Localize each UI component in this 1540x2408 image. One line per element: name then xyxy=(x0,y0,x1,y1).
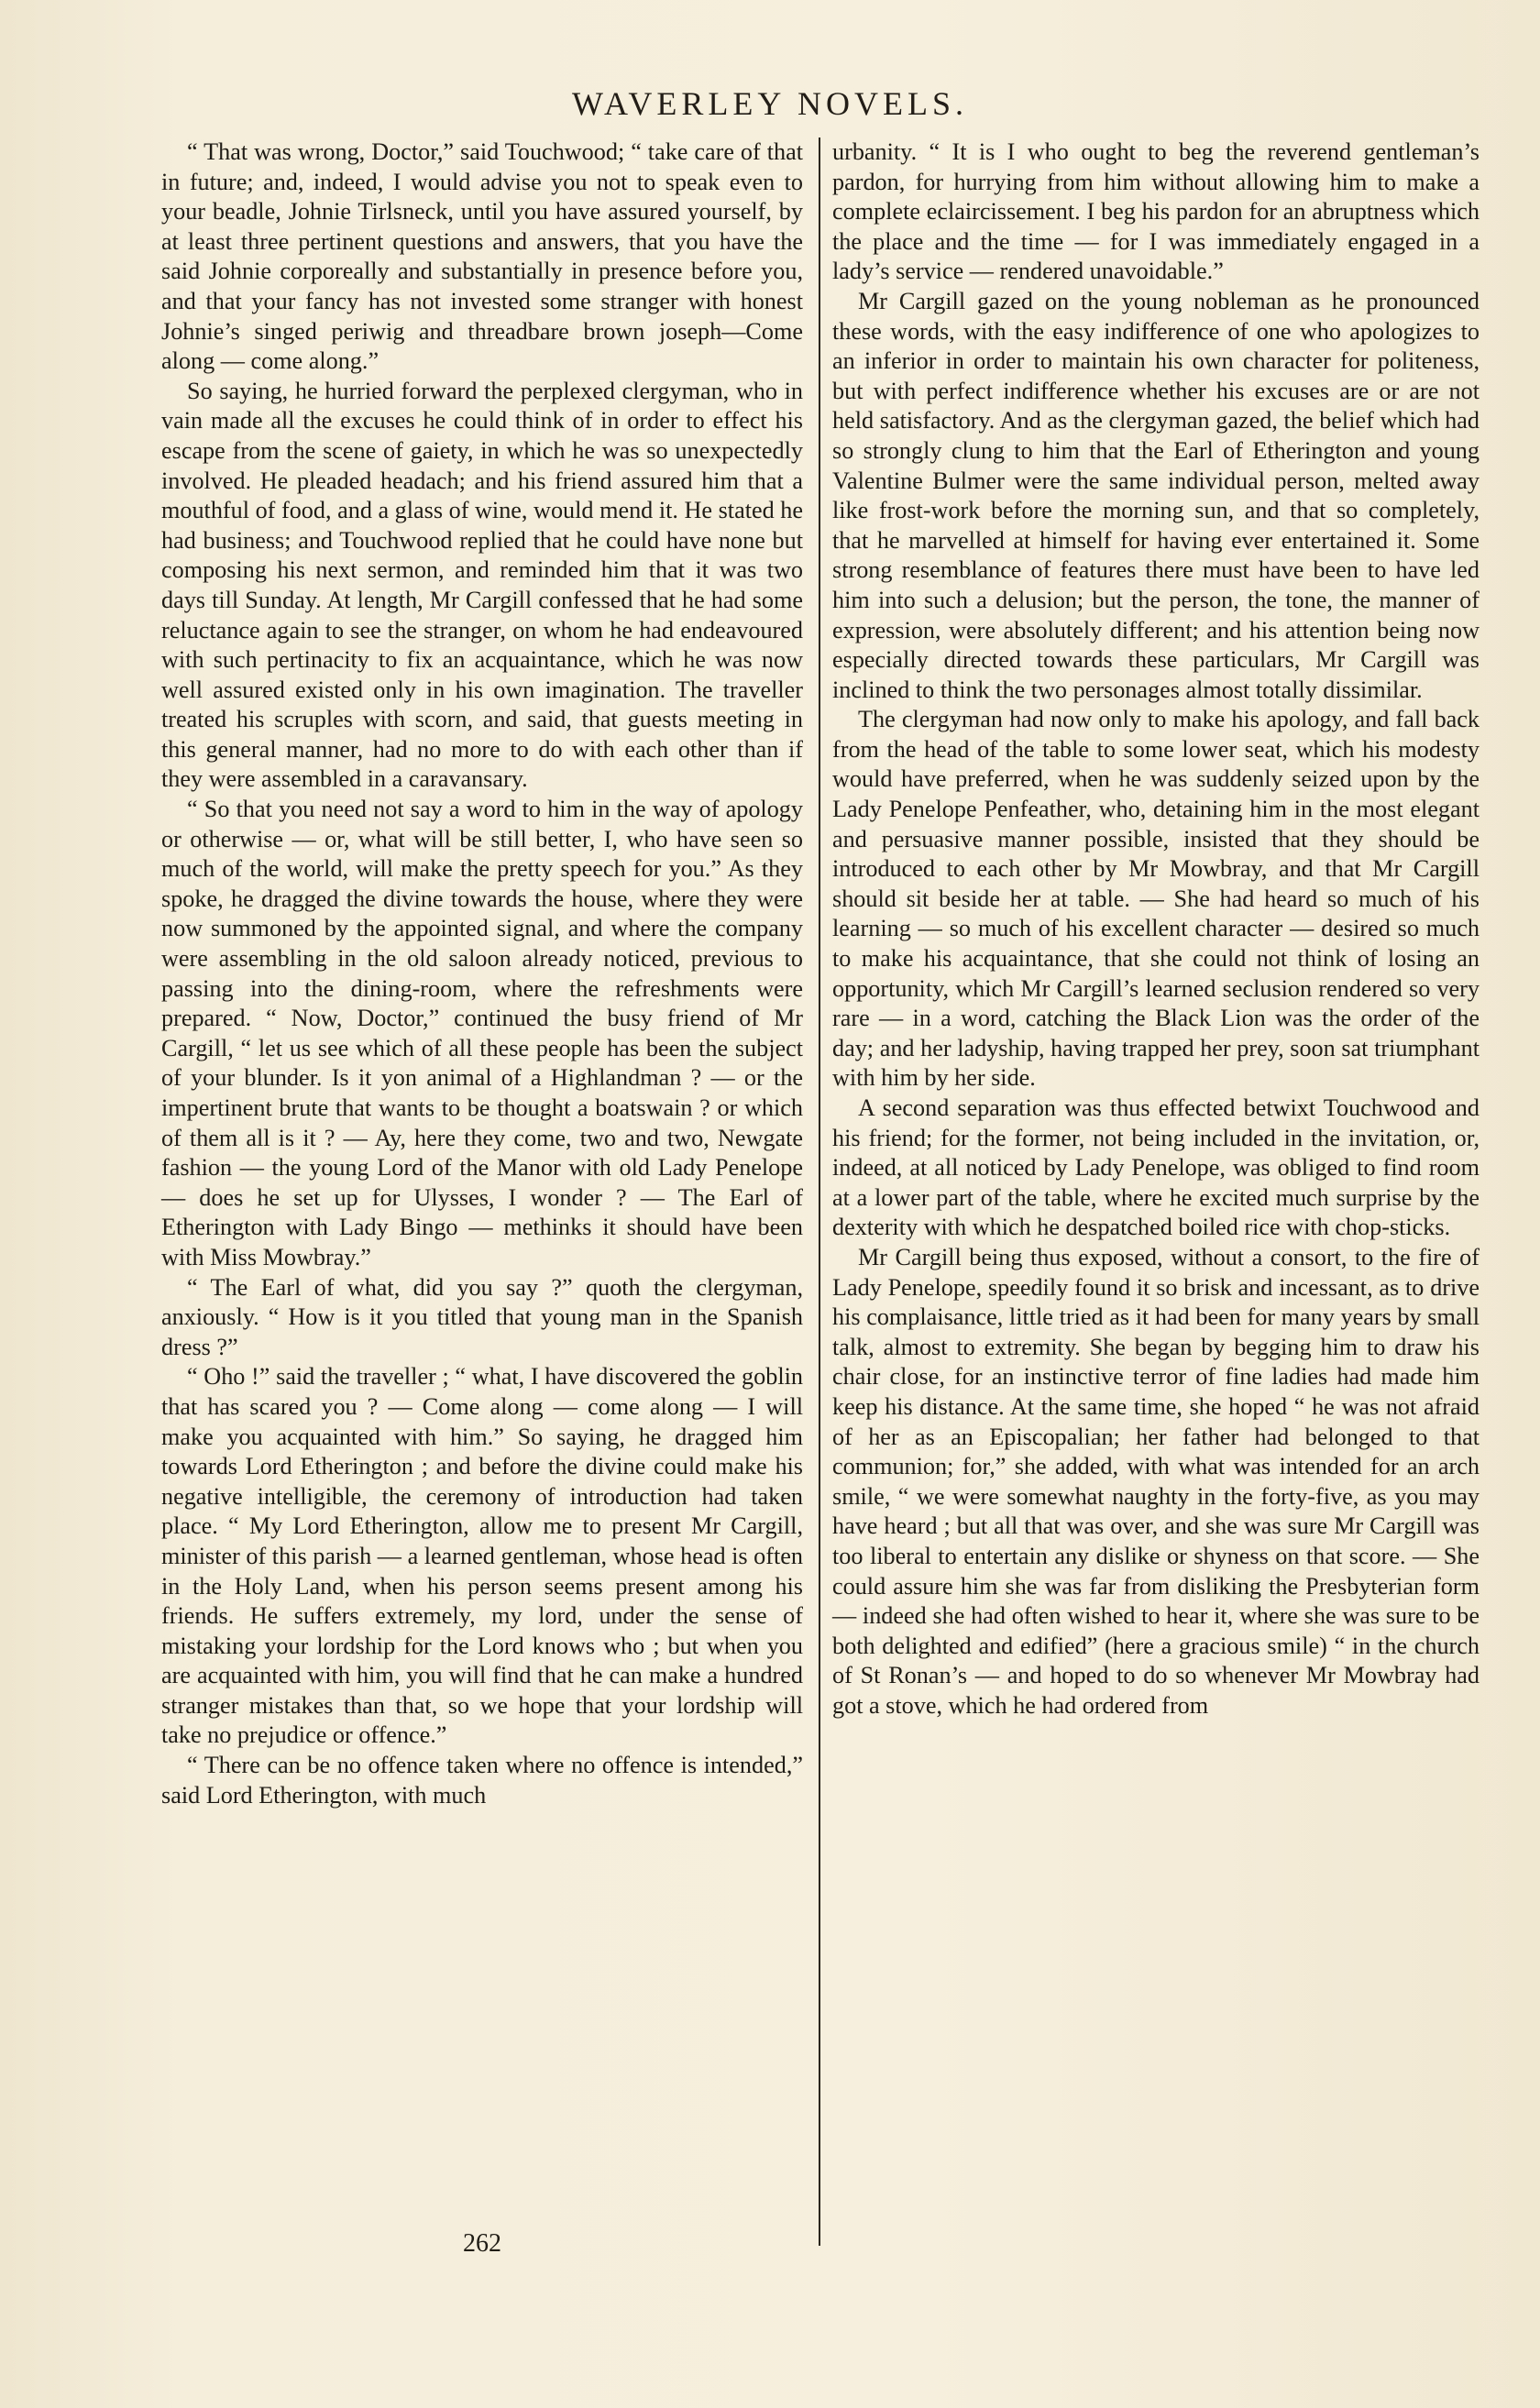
column-divider xyxy=(819,137,820,2246)
paragraph: “ The Earl of what, did you say ?” quoth the clergyman, anxiously. “ How is it you titled that young man in the Spanish dress ?” xyxy=(161,1273,803,1360)
page-number: 262 xyxy=(463,2229,501,2258)
paragraph: So saying, he hurried forward the perplexed clergyman, who in vain made all the excuses he could think of in order to effect his escape from the scene of gaiety, in which he was so unexpectedly involved. He pleaded headach; and his friend assured him that a mouthful of food, and a glass of wine, would mend it. He stated he had business; and Touchwood replied that he could have none but composing his next sermon, and reminded him that it was two days till Sunday. At length, Mr Cargill confessed that he had some reluctance again to see the stranger, on whom he had endeavoured with such pertinacity to fix an acquaintance, which he was now well assured existed only in his own imagination. The traveller treated his scruples with scorn, and said, that guests meeting in this general manner, had no more to do with each other than if they were assembled in a caravansary. xyxy=(161,377,803,793)
paragraph: “ So that you need not say a word to him in the way of apology or otherwise — or, what will be still better, I, who have seen so much of the world, will make the pretty speech for you.” As they spoke, he dragged the divine towards the house, where they were now summoned by the appointed signal, and where the company were assembling in the old saloon already noticed, previous to passing into the dining-room, where the refreshments were prepared. “ Now, Doctor,” continued the busy friend of Mr Cargill, “ let us see which of all these people has been the subject of your blunder. Is it yon animal of a Highlandman ? — or the impertinent brute that wants to be thought a boatswain ? or which of them all is it ? — Ay, here they come, two and two, Newgate fashion — the young Lord of the Manor with old Lady Penelope — does he set up for Ulysses, I wonder ? — The Earl of Etherington with Lady Bingo — methinks it should have been with Miss Mowbray.” xyxy=(161,796,803,1270)
paragraph: A second separation was thus effected betwixt Touchwood and his friend; for the former, not being included in the invitation, or, indeed, at all noticed by Lady Penelope, was obliged to find room at a lower part of the table, where he excited much surprise by the dexterity with which he despatched boiled rice with chop-sticks. xyxy=(832,1094,1480,1241)
paragraph: Mr Cargill being thus exposed, without a consort, to the fire of Lady Penelope, speedily found it so brisk and incessant, as to drive his complaisance, little tried as it had been for many years by small talk, almost to extremity. She began by begging him to draw his chair close, for an instinctive terror of fine ladies had made him keep his distance. At the same time, she hoped “ he was not afraid of her as an Episcopalian; her father had belonged to that communion; for,” she added, with what was intended for an arch smile, “ we were somewhat naughty in the forty-five, as you may have heard ; but all that was over, and she was sure Mr Cargill was too liberal to entertain any dislike or shyness on that score. — She could assure him she was far from disliking the Presbyterian form — indeed she had often wished to hear it, where she was sure to be both delighted and edified” (here a gracious smile) “ in the church of St Ronan’s — and hoped to do so whenever Mr Mowbray had got a stove, which he had ordered from xyxy=(832,1243,1480,1719)
paragraph: “ There can be no offence taken where no offence is intended,” said Lord Etherington, with much xyxy=(161,1752,803,1809)
paragraph: Mr Cargill gazed on the young nobleman as he pronounced these words, with the easy indifference of one who apologizes to an inferior in order to maintain his own character for politeness, but with perfect indifference whether his excuses are or are not held satisfactory. And as the clergyman gazed, the belief which had so strongly clung to him that the Earl of Etherington and young Valentine Bulmer were the same individual person, melted away like frost-work before the morning sun, and that so completely, that he marvelled at himself for having ever entertained it. Some strong resemblance of features there must have been to have led him into such a delusion; but the person, the tone, the manner of expression, were absolutely different; and his attention being now especially directed towards these particulars, Mr Cargill was inclined to think the two personages almost totally dissimilar. xyxy=(832,287,1480,703)
paragraph: “ Oho !” said the traveller ; “ what, I have discovered the goblin that has scared you ? — Come along — come along — I will make you acquainted with him.” So saying, he dragged him towards Lord Etherington ; and before the divine could make his negative intelligible, the ceremony of introduction had taken place. “ My Lord Etherington, allow me to present Mr Cargill, minister of this parish — a learned gentleman, whose head is often in the Holy Land, when his person seems present among his friends. He suffers extremely, my lord, under the sense of mistaking your lordship for the Lord knows who ; but when you are acquainted with him, you will find that he can make a hundred stranger mistakes than that, so we hope that your lordship will take no prejudice or offence.” xyxy=(161,1363,803,1749)
paragraph: “ That was wrong, Doctor,” said Touchwood; “ take care of that in future; and, indeed, I would advise you not to speak even to your beadle, Johnie Tirlsneck, until you have assured yourself, by at least three pertinent questions and answers, that you have the said Johnie corporeally and substantially in presence before you, and that your fancy has not invested some stranger with honest Johnie’s singed periwig and threadbare brown joseph—Come along — come along.” xyxy=(161,138,803,375)
left-text-column xyxy=(161,137,803,1810)
right-text-column xyxy=(832,137,1480,1721)
running-title: WAVERLEY NOVELS. xyxy=(572,85,968,122)
paragraph: The clergyman had now only to make his apology, and fall back from the head of the table to some lower seat, which his modesty would have preferred, when he was suddenly seized upon by the Lady Penelope Penfeather, who, detaining him in the most elegant and persuasive manner possible, insisted that they should be introduced to each other by Mr Mowbray, and that Mr Cargill should sit beside her at table. — She had heard so much of his learning — so much of his excellent character — desired so much to make his acquaintance, that she could not think of losing an opportunity, which Mr Cargill’s learned seclusion rendered so very rare — in a word, catching the Black Lion was the order of the day; and her ladyship, having trapped her prey, soon sat triumphant with him by her side. xyxy=(832,706,1480,1092)
paragraph-continued: urbanity. “ It is I who ought to beg the reverend gentleman’s pardon, for hurrying from him without allowing him to make a complete eclaircissement. I beg his pardon for an abruptness which the place and the time — for I was immediately engaged in a lady’s service — rendered unavoidable.” xyxy=(832,138,1480,285)
